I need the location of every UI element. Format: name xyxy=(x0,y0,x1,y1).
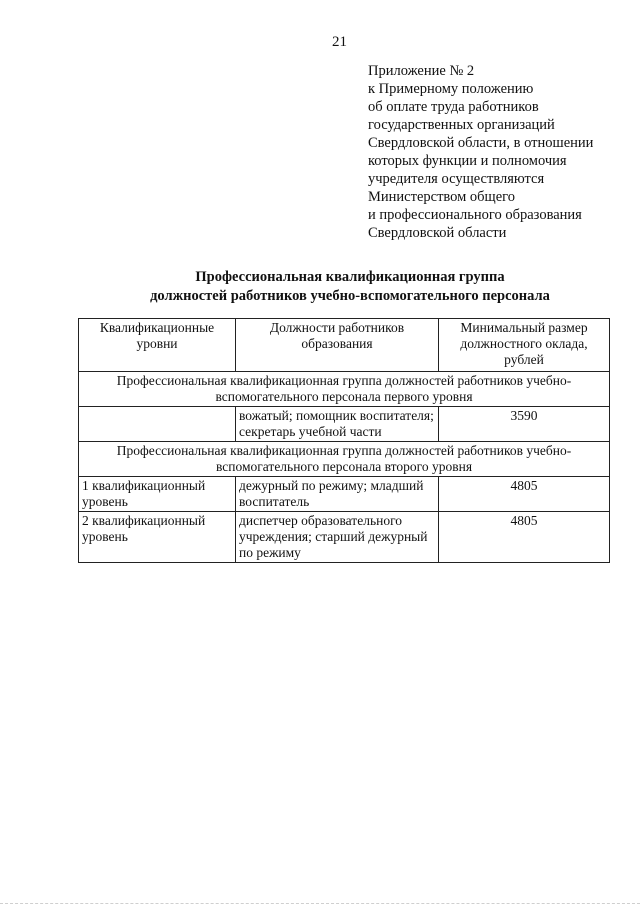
appendix-line: Министерством общего xyxy=(368,189,515,205)
document-title xyxy=(60,268,640,306)
header-levels: Квалификационные уровни xyxy=(79,319,236,372)
table-row xyxy=(79,477,610,512)
positions-cell: диспетчер образовательного учреждения; старший дежурный по режиму xyxy=(236,512,439,563)
appendix-line: об оплате труда работников xyxy=(368,99,539,115)
appendix-line: к Примерному положению xyxy=(368,81,534,97)
appendix-line: Приложение № 2 xyxy=(368,63,475,79)
appendix-line: и профессионального образования xyxy=(368,207,582,223)
appendix-note xyxy=(368,62,628,242)
salary-cell: 4805 xyxy=(439,512,610,563)
group-title: Профессиональная квалификационная группа должностей работников учебно-вспомогательного персонала второго уровня xyxy=(79,442,610,477)
level-cell: 2 квалификационный уровень xyxy=(79,512,236,563)
appendix-line: Свердловской области, в отношении xyxy=(368,135,594,151)
positions-cell: дежурный по режиму; младший воспитатель xyxy=(236,477,439,512)
level-cell xyxy=(79,407,236,442)
group-row-second-level xyxy=(79,442,610,477)
table-row xyxy=(79,407,610,442)
group-title: Профессиональная квалификационная группа должностей работников учебно-вспомогательного персонала первого уровня xyxy=(79,372,610,407)
salary-cell: 3590 xyxy=(439,407,610,442)
header-salary: Минимальный размер должностного оклада, рублей xyxy=(439,319,610,372)
title-line-1: Профессиональная квалификационная группа xyxy=(195,269,505,285)
salary-table xyxy=(78,318,610,563)
table-row xyxy=(79,512,610,563)
positions-cell: вожатый; помощник воспитателя; секретарь учебной части xyxy=(236,407,439,442)
title-line-2: должностей работников учебно-вспомогательного персонала xyxy=(150,288,550,304)
appendix-line: Свердловской области xyxy=(368,225,507,241)
appendix-line: государственных организаций xyxy=(368,117,555,133)
header-positions: Должности работников образования xyxy=(236,319,439,372)
appendix-line: учредителя осуществляются xyxy=(368,171,545,187)
salary-cell: 4805 xyxy=(439,477,610,512)
page-number: 21 xyxy=(332,34,347,50)
group-row-first-level xyxy=(79,372,610,407)
table-header-row xyxy=(79,319,610,372)
level-cell: 1 квалификационный уровень xyxy=(79,477,236,512)
appendix-line: которых функции и полномочия xyxy=(368,153,567,169)
